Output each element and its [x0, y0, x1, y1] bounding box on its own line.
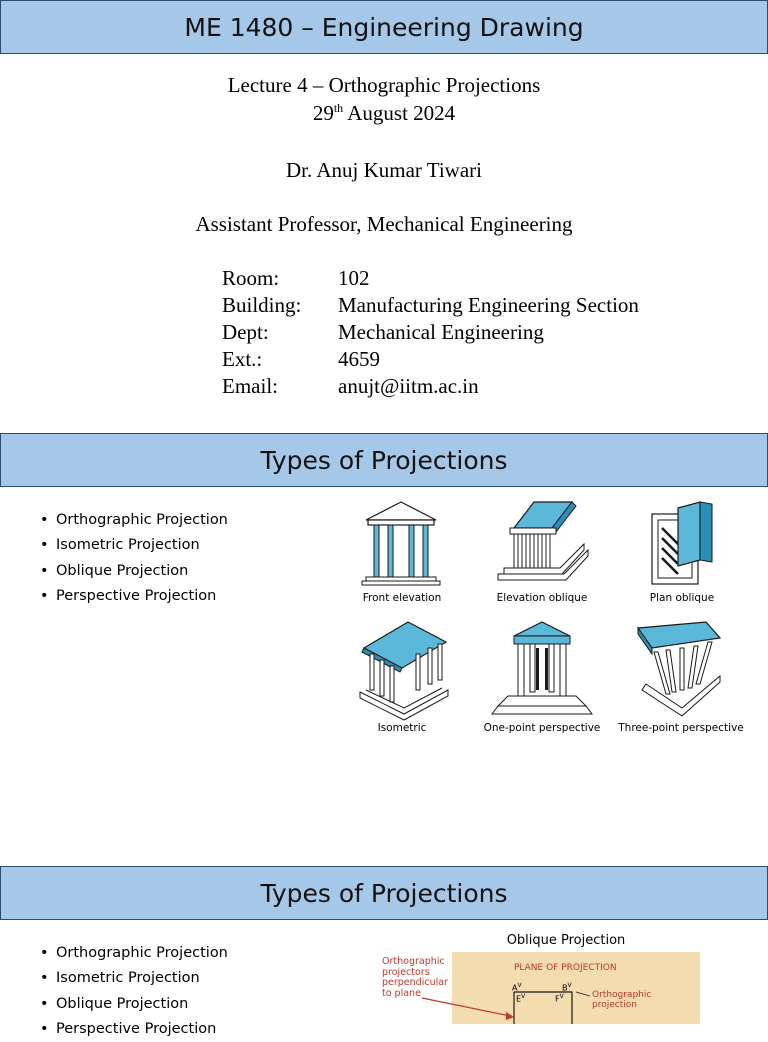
bullet-item: • Orthographic Projection	[40, 941, 228, 966]
instructor-position: Assistant Professor, Mechanical Engineering	[195, 212, 573, 236]
slide2-bullet-list	[40, 508, 228, 609]
bullet-item: • Perspective Projection	[40, 584, 228, 609]
figure-caption: Isometric	[377, 722, 427, 734]
point-superscript: V	[517, 982, 522, 989]
bullet-item: • Orthographic Projection	[40, 508, 228, 533]
contact-label: Ext.:	[222, 347, 263, 371]
lecture-title: Lecture 4 – Orthographic Projections	[227, 73, 541, 97]
plan-oblique-figure	[648, 498, 718, 590]
date-suffix: th	[333, 101, 344, 115]
bullet-item: • Oblique Projection	[40, 559, 228, 584]
figure-caption: Plan oblique	[649, 592, 715, 604]
point-superscript: V	[567, 982, 572, 989]
contact-label: Room:	[222, 266, 280, 290]
contact-label: Dept:	[222, 320, 269, 344]
projector-arrow	[420, 990, 520, 1024]
instructor-name: Dr. Anuj Kumar Tiwari	[285, 158, 482, 182]
date-day: 29	[312, 101, 334, 125]
point-label-b	[562, 982, 572, 993]
contact-value: Manufacturing Engineering Section	[338, 293, 639, 317]
contact-value: 4659	[338, 347, 380, 371]
figure-caption: One-point perspective	[483, 722, 601, 734]
slide1-title-bar	[0, 0, 768, 54]
slide3-bullet-list	[40, 941, 228, 1042]
oblique-figure-title: Oblique Projection	[506, 933, 626, 948]
projector-note-line: projectors	[382, 966, 430, 978]
plane-label: PLANE OF PROJECTION	[514, 963, 617, 973]
point-superscript: V	[559, 993, 564, 1000]
projector-note-line: to plane	[382, 987, 421, 999]
point-label-f	[555, 993, 564, 1004]
elevation-oblique-figure	[494, 498, 590, 590]
lecture-date	[0, 101, 768, 126]
projector-note-line: Orthographic	[382, 956, 445, 967]
point-letter: E	[516, 994, 522, 1004]
bullet-item: • Isometric Projection	[40, 966, 228, 991]
slide3-title-bar	[0, 866, 768, 920]
one-point-perspective-figure	[488, 618, 596, 720]
contact-value: 102	[338, 266, 370, 290]
projection-note-line: Orthographic	[592, 990, 652, 1000]
email-link[interactable]: anujt@iitm.ac.in	[338, 374, 479, 398]
point-letter: B	[562, 983, 568, 993]
projection-note-line: projection	[592, 1000, 637, 1010]
point-letter: A	[512, 983, 518, 993]
contact-value: Mechanical Engineering	[338, 320, 544, 344]
slide3-title: Types of Projections	[260, 878, 508, 908]
slide2-title-bar	[0, 433, 768, 487]
projector-note-line: perpendicular	[382, 977, 448, 988]
point-superscript: V	[521, 993, 526, 1000]
three-point-perspective-figure	[634, 618, 724, 720]
point-letter: F	[555, 994, 560, 1004]
isometric-figure	[356, 618, 448, 720]
figure-caption: Elevation oblique	[496, 592, 588, 604]
slide2-title: Types of Projections	[260, 445, 508, 475]
front-elevation-figure	[358, 498, 444, 590]
slide1-title: ME 1480 – Engineering Drawing	[184, 12, 584, 42]
figure-caption: Three-point perspective	[618, 722, 744, 734]
figure-caption: Front elevation	[362, 592, 442, 604]
bullet-item: • Isometric Projection	[40, 533, 228, 558]
bullet-item: • Oblique Projection	[40, 992, 228, 1017]
contact-label: Email:	[222, 374, 278, 398]
contact-label: Building:	[222, 293, 302, 317]
date-rest: August 2024	[343, 101, 456, 125]
bullet-item: • Perspective Projection	[40, 1017, 228, 1042]
